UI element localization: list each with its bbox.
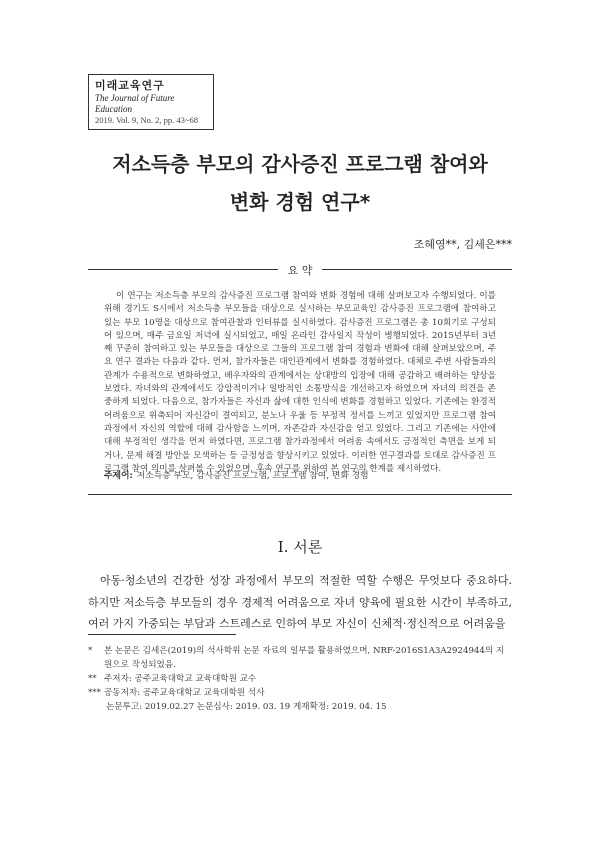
footnote-text: 본 논문은 김세은(2019)의 석사학위 논문 자료의 일부를 활용하였으며, NRF-2016S1A3A2924944의 지원으로 작성되었음.	[104, 646, 505, 670]
journal-volume: 2019. Vol. 9, No. 2, pp. 43~68	[95, 115, 198, 125]
footnotes	[88, 644, 512, 714]
keywords	[104, 468, 496, 481]
journal-name-english: The Journal of Future Education	[95, 93, 175, 114]
abstract-bottom-rule	[88, 494, 512, 495]
body-text	[88, 570, 512, 635]
keywords-label: 주제어:	[104, 471, 133, 481]
journal-name-korean: 미래교육연구	[95, 79, 165, 92]
abstract-body	[104, 290, 496, 476]
footnote-text: 공동저자: 공주교육대학교 교육대학원 석사	[104, 688, 265, 698]
author-list: 조혜영**, 김세은***	[413, 238, 512, 251]
abstract-heading-label: 요 약	[278, 264, 323, 277]
footnote	[88, 686, 512, 700]
footnote-text: 주저자: 공주교육대학교 교육대학원 교수	[104, 674, 257, 684]
abstract-paragraph: 이 연구는 저소득층 부모의 감사증진 프로그램 참여와 변화 경험에 대해 살펴보고자 수행되었다. 이를 위해 경기도 S시에서 저소득층 부모들을 대상으로 실시하는 부모교육인 감사증진 프로그램에 참여하고 있는 부모 10명을 대상으로 참여관찰과 인터뷰를 실시하였다. 감사증진 프로그램은 총 10회기로 구성되어 있으며, 매주 금요일 저녁에 실시되었고, 매일 온라인 감사일지 작성이 병행되었다. 2015년부터 3년째 꾸준히 참여하고 있는 부모들을 대상으로 그들의 프로그램 참여 경험과 변화에 대해 살펴보았으며, 주요 연구 결과는 다음과 같다. 먼저, 참가자들은 대인관계에서 변화를 경험하였다. 대체로 주변 사람들과의 관계가 수용적으로 변화하였고, 배우자와의 관계에서는 상대방의 입장에 대해 공감하고 배려하는 양상을 보였다. 자녀와의 관계에서도 강압적이거나 일방적인 소통방식을 개선하고자 하였으며 자녀의 의견을 존중하게 되었다. 다음으로, 참가자들은 자신과 삶에 대한 인식에 변화를 경험하고 있었다. 기존에는 환경적 어려움으로 위축되어 자신감이 결여되고, 분노나 우울 등 부정적 정서를 느끼고 있었지만 프로그램 참여과정에서 자신의 역할에 대해 감사함을 느끼며, 자존감과 자신감을 얻고 있었다. 그리고 기존에는 사안에 대해 부정적인 생각을 먼저 하였다면, 프로그램 참가과정에서 어려움 속에서도 긍정적인 측면을 보게 되거나, 문제 해결 방안을 모색하는 등 긍정성을 향상시키고 있었다. 이러한 연구결과를 토대로 감사증진 프로그램 참여 의미를 살펴볼 수 있었으며, 후속 연구를 위하여 본 연구의 한계를 제시하였다.	[104, 291, 496, 474]
section-title: I. 서론	[277, 538, 323, 556]
paper-title-line-2: 변화 경험 연구*	[229, 190, 371, 214]
abstract-heading	[0, 262, 600, 278]
submission-dates: 논문투고: 2019.02.27 논문심사: 2019. 03. 19 게재확정: 2019. 04. 15	[106, 702, 387, 712]
footnote	[88, 644, 512, 672]
keywords-value: 저소득층 부모, 감사증진 프로그램, 프로그램 참여, 변화 경험	[136, 471, 369, 481]
journal-info-box	[88, 74, 214, 130]
paper-title-line-1: 저소득층 부모의 감사증진 프로그램 참여와	[112, 152, 488, 176]
footnote-mark: *	[88, 646, 93, 656]
footnote-rule	[88, 634, 236, 635]
footnote	[88, 672, 512, 686]
footnote-mark: ***	[88, 688, 101, 698]
footnote-mark: **	[88, 674, 97, 684]
body-paragraph: 아동·청소년의 건강한 성장 과정에서 부모의 적절한 역할 수행은 무엇보다 중요하다. 하지만 저소득층 부모들의 경우 경제적 어려움으로 자녀 양육에 필요한 시간이 부족하고, 여러 가지 가중되는 부담과 스트레스로 인하여 부모 자신이 신체적·정신적으로 어려움을	[88, 574, 512, 630]
